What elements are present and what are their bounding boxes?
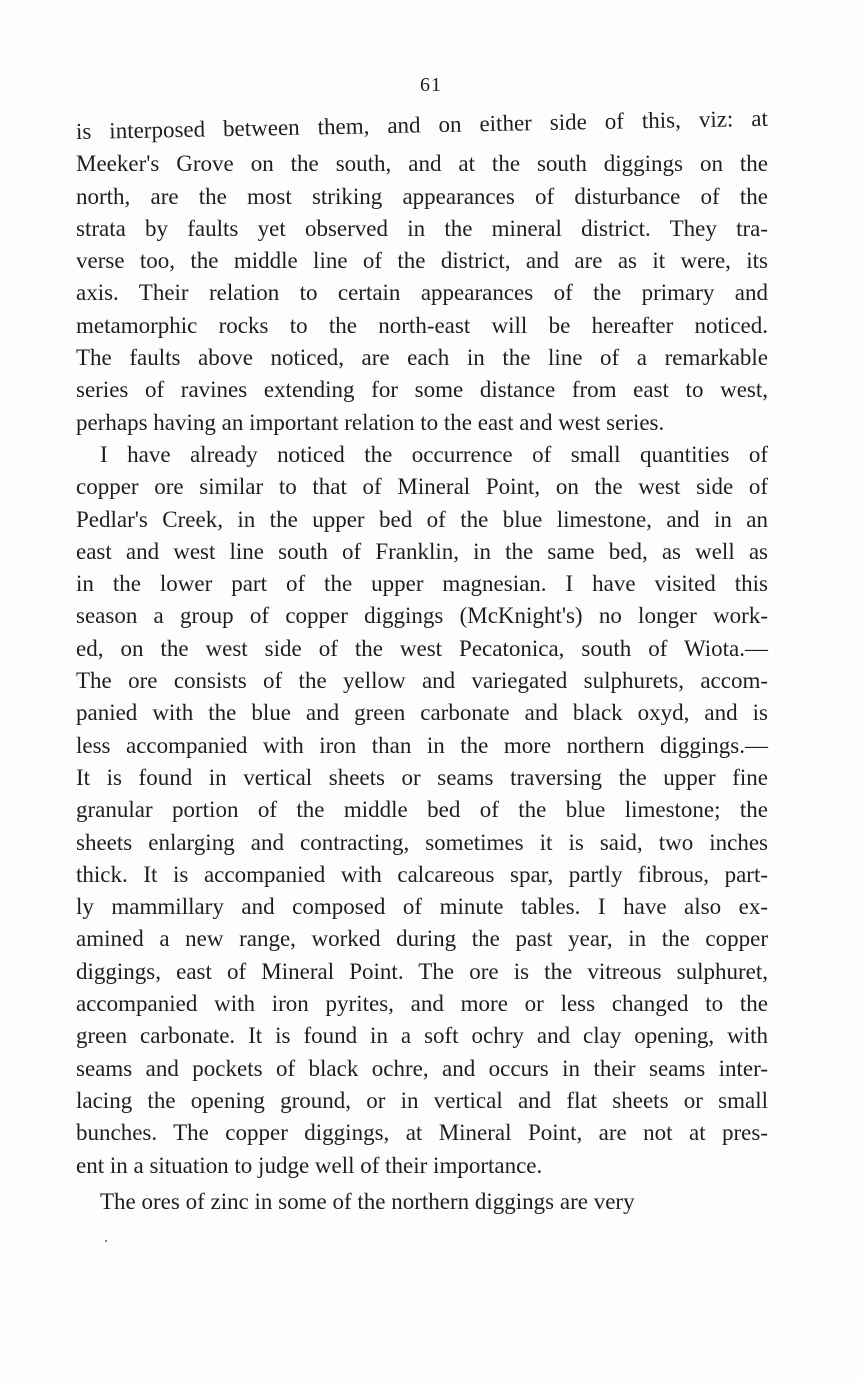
text-line: amined a new range, worked during the past year, in the copper [76,926,768,952]
text-line: ly mammillary and composed of minute tables. I have also ex- [76,894,768,920]
text-line: The ore consists of the yellow and variegated sulphurets, accom- [76,668,768,694]
text-line: series of ravines extending for some distance from east to west, [76,377,768,403]
text-line: copper ore similar to that of Mineral Point, on the west side of [76,474,768,500]
text-line: is interposed between them, and on either side of this, viz: at [75,105,769,144]
text-line: verse too, the middle line of the district, and are as it were, its [76,248,768,274]
text-line: in the lower part of the upper magnesian. I have visited this [76,571,768,597]
page-number: 61 [420,74,442,96]
text-line: ed, on the west side of the west Pecatonica, south of Wiota.— [76,635,768,661]
text-line: granular portion of the middle bed of the blue limestone; the [76,797,768,823]
text-line: I have already noticed the occurrence of small quantities of [100,441,768,467]
ink-speck [105,1240,107,1242]
text-line: panied with the blue and green carbonate and black oxyd, and is [76,700,768,726]
text-line: north, are the most striking appearances of disturbance of the [76,183,768,209]
text-line: Pedlar's Creek, in the upper bed of the blue limestone, and in an [76,506,768,532]
text-line: seams and pockets of black ochre, and occurs in their seams inter- [76,1055,768,1081]
text-line: strata by faults yet observed in the mineral district. They tra- [76,215,768,241]
body-text [75,105,769,1218]
text-line: east and west line south of Franklin, in the same bed, as well as [76,538,768,564]
text-line: green carbonate. It is found in a soft ochry and clay opening, with [76,1023,768,1049]
text-line: The faults above noticed, are each in the line of a remarkable [76,345,768,371]
text-line: perhaps having an important relation to the east and west series. [76,409,665,435]
text-line: season a group of copper diggings (McKnight's) no longer work- [76,603,768,629]
text-line: thick. It is accompanied with calcareous spar, partly fibrous, part- [76,861,768,887]
text-line: ent in a situation to judge well of their importance. [76,1152,543,1178]
text-line: lacing the opening ground, or in vertical and flat sheets or small [76,1087,768,1113]
text-line: accompanied with iron pyrites, and more or less changed to the [76,991,768,1017]
text-line: less accompanied with iron than in the more northern diggings.— [76,732,768,758]
text-line: Meeker's Grove on the south, and at the south diggings on the [76,151,768,177]
text-line: The ores of zinc in some of the northern diggings are very [100,1188,635,1214]
text-line: axis. Their relation to certain appearances of the primary and [76,280,768,306]
text-line: It is found in vertical sheets or seams traversing the upper fine [76,764,768,790]
text-line: sheets enlarging and contracting, sometimes it is said, two inches [76,829,768,855]
text-line: diggings, east of Mineral Point. The ore is the vitreous sulphuret, [76,958,768,984]
text-line: bunches. The copper diggings, at Mineral Point, are not at pres- [76,1120,768,1146]
text-line: metamorphic rocks to the north-east will be hereafter noticed. [76,312,768,338]
